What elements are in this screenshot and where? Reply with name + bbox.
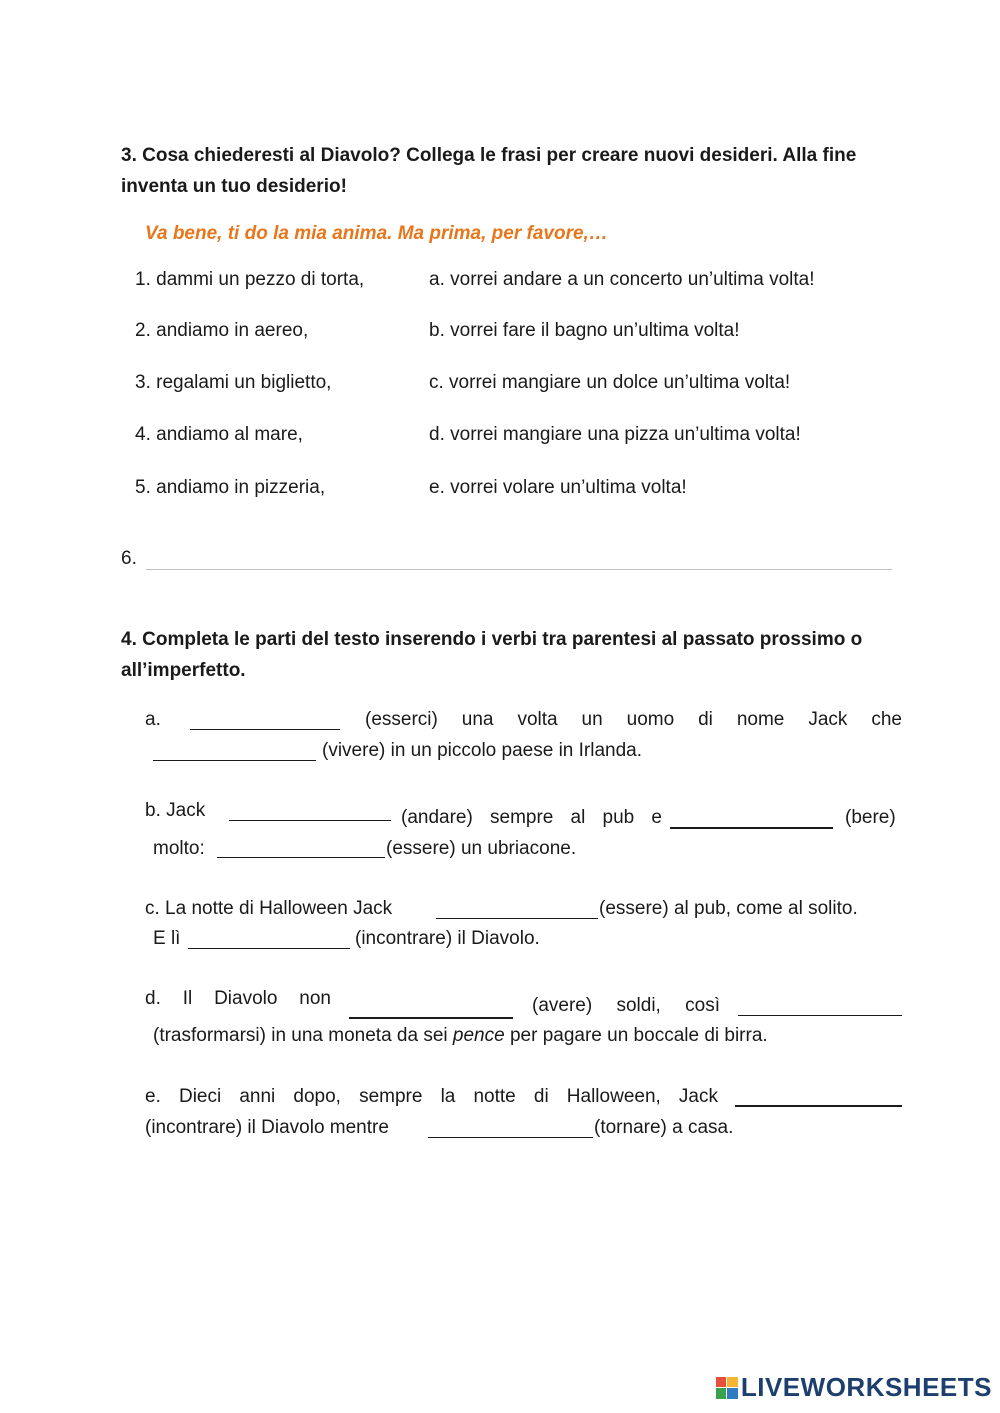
logo-mark-icon (716, 1377, 738, 1399)
para-c-text1: (essere) al pub, come al solito. (599, 898, 858, 919)
left-item-2[interactable]: 2. andiamo in aereo, (135, 320, 309, 341)
logo-text: LIVEWORKSHEETS (740, 1372, 992, 1402)
para-d-text2 (153, 1025, 768, 1047)
para-d-text2c: per pagare un boccale di birra. (504, 1025, 768, 1046)
para-c-label: c. La notte di Halloween Jack (145, 898, 393, 919)
para-b-text1: (andare) sempre al pub e (401, 807, 662, 828)
para-a-text1: (esserci) una volta un uomo di nome Jack che (365, 709, 902, 730)
exercise-3-title: 3. Cosa chiederesti al Diavolo? Collega le frasi per creare nuovi desideri. Alla fine inventa un tuo desiderio! (121, 145, 857, 197)
para-d-text2a: (trasformarsi) in una moneta da sei (153, 1025, 453, 1046)
para-a-text2: (vivere) in un piccolo paese in Irlanda. (322, 740, 643, 761)
para-e-text1: (incontrare) il Diavolo mentre (145, 1117, 389, 1138)
left-item-5[interactable]: 5. andiamo in pizzeria, (135, 477, 326, 498)
right-item-a[interactable]: a. vorrei andare a un concerto un’ultima volta! (429, 269, 815, 290)
item-6-label: 6. (121, 548, 137, 569)
blank-c1[interactable] (436, 918, 598, 919)
para-d-text1: (avere) soldi, così (532, 995, 720, 1016)
blank-d1[interactable] (349, 1017, 513, 1019)
para-b-label: b. Jack (145, 800, 206, 821)
blank-b2[interactable] (670, 827, 833, 829)
liveworksheets-logo (716, 1372, 992, 1403)
blank-b1[interactable] (229, 820, 391, 821)
blank-d2[interactable] (738, 1015, 902, 1016)
left-item-3[interactable]: 3. regalami un biglietto, (135, 372, 332, 393)
devil-prompt: Va bene, ti do la mia anima. Ma prima, per favore,… (145, 223, 608, 244)
blank-a2[interactable] (153, 760, 316, 761)
blank-e1[interactable] (735, 1105, 902, 1107)
right-item-c[interactable]: c. vorrei mangiare un dolce un’ultima volta! (429, 372, 791, 393)
blank-e2[interactable] (428, 1137, 593, 1138)
para-a-label: a. (145, 709, 161, 730)
blank-b3[interactable] (217, 857, 385, 858)
left-item-1[interactable]: 1. dammi un pezzo di torta, (135, 269, 365, 290)
blank-a1[interactable] (190, 729, 340, 730)
para-c-text2: E lì (153, 928, 181, 949)
item-6-input[interactable] (146, 569, 892, 570)
para-e-text2: (tornare) a casa. (594, 1117, 734, 1138)
para-b-text4: (essere) un ubriacone. (386, 838, 577, 859)
right-item-d[interactable]: d. vorrei mangiare una pizza un’ultima volta! (429, 424, 801, 445)
para-b-text2: (bere) (845, 807, 896, 828)
right-item-b[interactable]: b. vorrei fare il bagno un’ultima volta! (429, 320, 740, 341)
exercise-4-title: 4. Completa le parti del testo inserendo i verbi tra parentesi al passato prossimo o all’imperfetto. (121, 629, 863, 681)
para-e-label: e. Dieci anni dopo, sempre la notte di Halloween, Jack (145, 1086, 718, 1107)
right-item-e[interactable]: e. vorrei volare un’ultima volta! (429, 477, 687, 498)
blank-c2[interactable] (188, 948, 350, 949)
para-c-text3: (incontrare) il Diavolo. (355, 928, 540, 949)
para-d-label: d. Il Diavolo non (145, 988, 331, 1009)
left-item-4[interactable]: 4. andiamo al mare, (135, 424, 303, 445)
para-b-text3: molto: (153, 838, 205, 859)
pence-word: pence (452, 1025, 505, 1046)
